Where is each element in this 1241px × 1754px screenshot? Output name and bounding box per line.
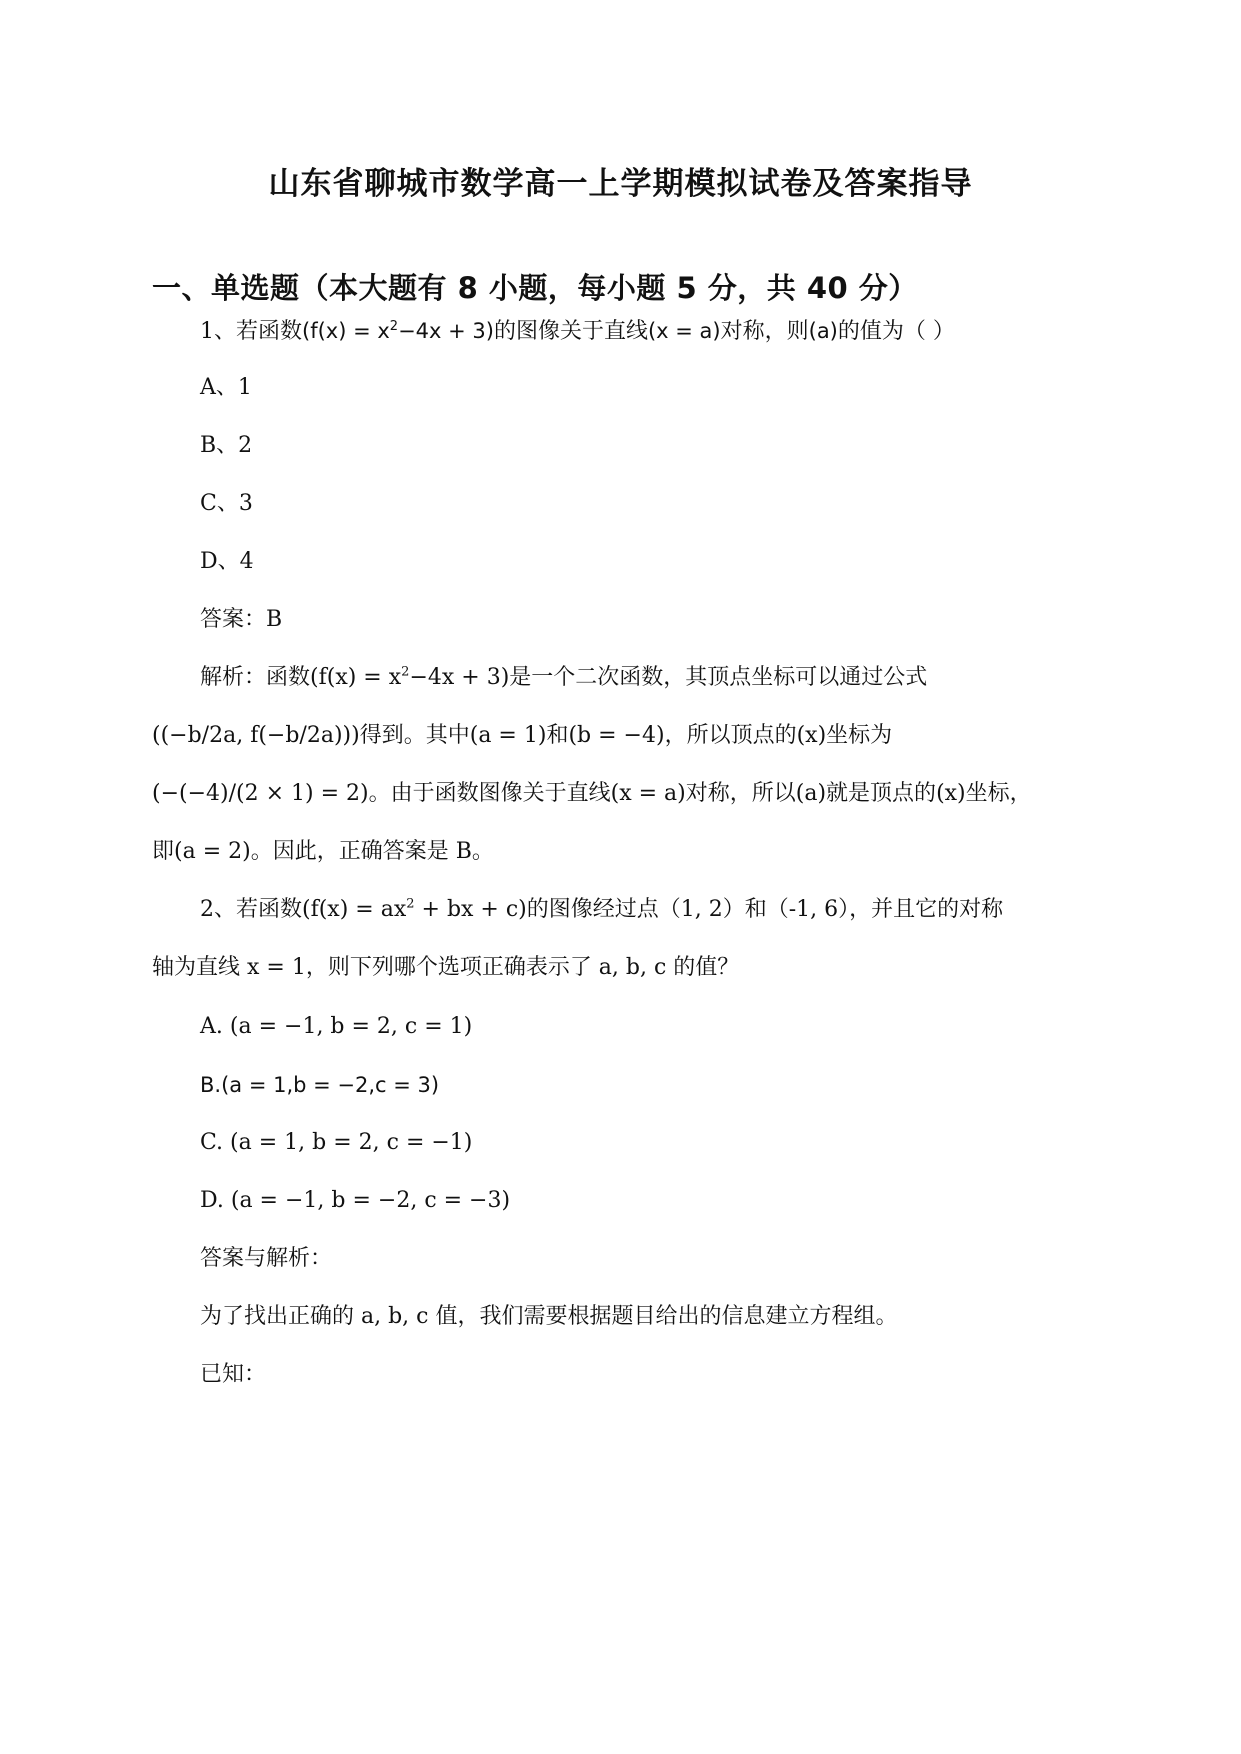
q2-option-b: B.(a = 1,b = −2,c = 3) <box>200 1073 440 1097</box>
q1-stem-text: 的值为（ ） <box>837 319 955 344</box>
q1-stem-text: 对称，则 <box>720 319 809 344</box>
question-2-stem: 2、若函数($f(x) = ax^2$ + bx + c)的图像经过点（1, 2）和（-1, 6），并且它的对称 <box>200 896 1004 922</box>
q1-option-a: A、1 <box>200 375 252 400</box>
q1-stem-text: 的图像关于直线 <box>493 319 648 344</box>
q1-analysis-line: 即(a = 2)。因此，正确答案是 B。 <box>152 839 494 864</box>
q2-option-a: A. (a = −1, b = 2, c = 1) <box>200 1014 473 1039</box>
q1-analysis-line: ((−b/2a, f(−b/2a)))得到。其中(a = 1)和(b = −4)，所以顶点的(x)坐标为 <box>152 723 893 748</box>
question-2-stem-line2: 轴为直线 x = 1，则下列哪个选项正确表示了 a, b, c 的值？ <box>152 955 740 980</box>
q1-option-b: B、2 <box>200 433 253 458</box>
q1-line-formula: (x = a) <box>647 319 721 343</box>
q1-analysis-line: 解析：函数$(f(x) = x^2-4x + 3)$是一个二次函数，其顶点坐标可以通过公式 <box>200 664 928 690</box>
question-1-stem <box>200 316 955 347</box>
section-heading: 一、单选题（本大题有 8 小题，每小题 5 分，共 40 分） <box>152 271 918 305</box>
q2-body-text: 为了找出正确的 a, b, c 值，我们需要根据题目给出的信息建立方程组。 <box>200 1304 898 1329</box>
q1-option-c: C、3 <box>200 491 253 516</box>
q2-function-formula: ($f(x) = ax^2$ + bx + c) <box>302 896 527 922</box>
q1-stem-text: 1、若函数 <box>200 319 302 344</box>
q2-body-text: 已知： <box>200 1362 267 1387</box>
q2-option-c: C. (a = 1, b = 2, c = −1) <box>200 1130 473 1155</box>
q1-answer: 答案：B <box>200 607 283 632</box>
page-title: 山东省聊城市数学高一上学期模拟试卷及答案指导 <box>268 166 973 202</box>
q1-option-d: D、4 <box>200 549 254 574</box>
q2-option-d: D. (a = −1, b = −2, c = −3) <box>200 1188 511 1213</box>
q2-answer-heading: 答案与解析： <box>200 1246 333 1271</box>
q1-analysis-line: (−(−4)/(2 × 1) = 2)。由于函数图像关于直线(x = a)对称，所以(a)就是顶点的(x)坐标， <box>152 781 1032 806</box>
q1-variable: (a) <box>808 319 838 343</box>
q1-function-formula: $(f(x) = x^2-4x + 3)$ <box>302 319 494 343</box>
